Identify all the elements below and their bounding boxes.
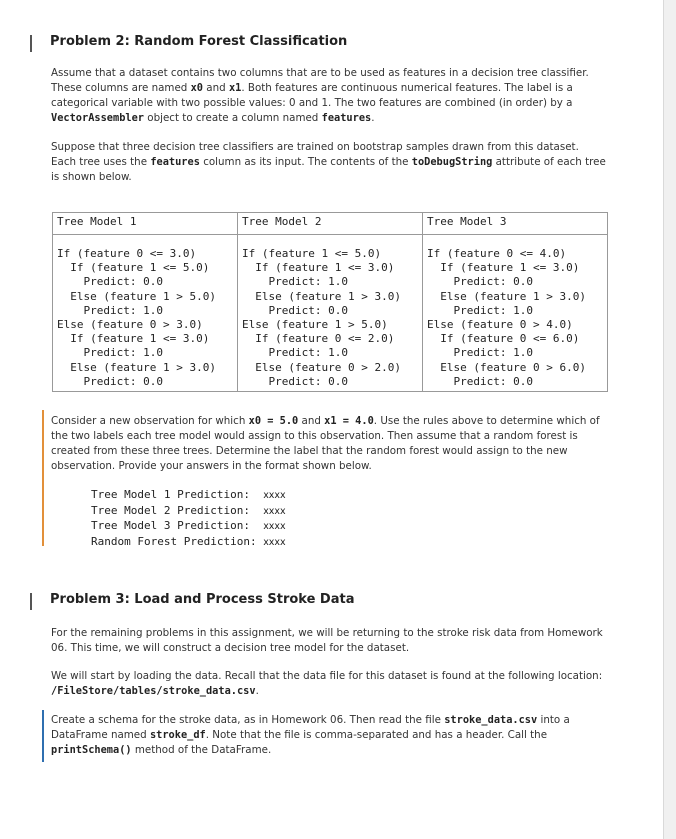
rule-line: If (feature 0 <= 6.0) <box>427 332 580 346</box>
text-run: column as its input. The contents of the <box>199 156 412 168</box>
answer-template <box>91 488 286 550</box>
rule-line: If (feature 1 <= 5.0) <box>242 247 382 260</box>
rule-line: Else (feature 0 > 4.0) <box>427 317 573 331</box>
problem3-heading <box>30 592 354 607</box>
heading-bar <box>30 593 32 610</box>
answer-value: xxxx <box>263 536 286 548</box>
text-run: . Both features are continuous numerical features. The label is a categorical variable with two possible values: 0 and 1. The two features are combined (in order) by a <box>51 82 573 109</box>
problem3-paragraph-1 <box>51 626 606 656</box>
tree-model-2-header: Tree Model 2 <box>238 213 423 235</box>
inline-code: stroke_df <box>149 729 206 741</box>
rule-line: Predict: 1.0 <box>427 346 533 360</box>
rule-line: Predict: 0.0 <box>57 275 163 289</box>
rule-line: If (feature 0 <= 3.0) <box>57 247 197 260</box>
answer-label: Tree Model 2 Prediction: <box>91 503 264 517</box>
rule-line: Else (feature 1 > 3.0) <box>427 289 586 303</box>
text-run: We will start by loading the data. Recall that the data file for this dataset is found at the following location: <box>51 670 603 682</box>
rule-line: Predict: 1.0 <box>242 275 348 289</box>
rule-line: If (feature 1 <= 3.0) <box>57 332 210 346</box>
answer-value: xxxx <box>263 505 286 517</box>
inline-code: toDebugString <box>411 156 493 168</box>
problem2-paragraph-2 <box>51 140 606 185</box>
rule-line: Else (feature 1 > 5.0) <box>242 317 388 331</box>
text-run: . Use the rules above to determine which of the two labels each tree model would assign to this observation. Then assume that a random forest is created from these three trees. Determine the label that the random forest would assign to the new observation. Provide your answers in the format shown below. <box>51 415 600 472</box>
scrollbar-track[interactable] <box>663 0 676 839</box>
rule-line: Else (feature 0 > 3.0) <box>57 317 203 331</box>
rule-line: Else (feature 0 > 6.0) <box>427 360 586 374</box>
tree-model-1-header: Tree Model 1 <box>53 213 238 235</box>
answer-label: Random Forest Prediction: <box>91 534 264 548</box>
problem2-paragraph-1 <box>51 66 606 126</box>
problem2-title: Problem 2: Random Forest Classification <box>50 34 348 49</box>
tree-models-table <box>52 212 608 392</box>
answer-row <box>91 535 286 551</box>
answer-label: Tree Model 3 Prediction: <box>91 519 264 532</box>
text-run: Suppose that three decision tree classifiers are trained on bootstrap samples drawn from this dataset. Each tree uses the <box>51 141 579 168</box>
problem2-paragraph-3 <box>51 414 606 474</box>
inline-code: x0 <box>190 82 204 94</box>
rule-line: If (feature 0 <= 4.0) <box>427 247 567 260</box>
inline-code: stroke_data.csv <box>444 714 538 726</box>
text-run: Assume that a dataset contains two columns that are to be used as features in a decision tree classifier. These columns are named <box>51 67 589 94</box>
rule-line: Predict: 1.0 <box>242 346 348 360</box>
answer-row <box>91 488 286 504</box>
inline-code: VectorAssembler <box>51 112 144 124</box>
inline-code: /FileStore/tables/stroke_data.csv <box>51 685 256 697</box>
answer-row <box>91 519 286 535</box>
rule-line: Predict: 0.0 <box>57 374 163 388</box>
rule-line: If (feature 0 <= 2.0) <box>242 332 395 346</box>
text-run: method of the DataFrame. <box>131 744 272 756</box>
heading-bar <box>30 35 32 52</box>
inline-code: x1 <box>228 82 242 94</box>
rule-line: Predict: 0.0 <box>427 275 533 289</box>
tree-model-3-rules <box>423 235 608 392</box>
answer-value: xxxx <box>263 521 286 532</box>
inline-code: x1 = 4.0 <box>324 415 374 427</box>
answer-value: xxxx <box>263 490 286 501</box>
rule-line: Else (feature 0 > 2.0) <box>242 360 401 374</box>
inline-code: printSchema() <box>51 744 132 756</box>
text-run: object to create a column named <box>144 112 322 124</box>
text-run: into a DataFrame named <box>51 714 570 741</box>
text-run: and <box>298 415 325 427</box>
task-cell-marker <box>42 710 44 762</box>
text-run: attribute of each tree is shown below. <box>51 156 606 183</box>
text-run: For the remaining problems in this assignment, we will be returning to the stroke risk data from Homework 06. This time, we will construct a decision tree model for the dataset. <box>51 627 603 654</box>
text-run: and <box>203 82 229 94</box>
answer-cell-marker <box>42 410 44 546</box>
inline-code: features <box>150 156 200 168</box>
rule-line: Predict: 1.0 <box>57 346 163 360</box>
problem2-heading <box>30 34 347 49</box>
text-run: Create a schema for the stroke data, as in Homework 06. Then read the file <box>51 714 445 726</box>
rule-line: If (feature 1 <= 3.0) <box>427 261 580 275</box>
answer-row <box>91 504 286 520</box>
tree-model-3-header: Tree Model 3 <box>423 213 608 235</box>
text-run: . <box>255 685 259 697</box>
rule-line: Else (feature 1 > 3.0) <box>242 289 401 303</box>
rule-line: If (feature 1 <= 5.0) <box>57 261 210 275</box>
inline-code: features <box>321 112 372 124</box>
text-run: . Note that the file is comma-separated and has a header. Call the <box>205 729 548 741</box>
rule-line: If (feature 1 <= 3.0) <box>242 261 395 275</box>
rule-line: Predict: 0.0 <box>427 374 533 388</box>
problem3-paragraph-2 <box>51 669 606 699</box>
problem3-title: Problem 3: Load and Process Stroke Data <box>50 592 355 607</box>
rule-line: Predict: 1.0 <box>57 303 163 317</box>
text-run: . <box>371 112 375 124</box>
rule-line: Else (feature 1 > 3.0) <box>57 360 216 374</box>
inline-code: x0 = 5.0 <box>248 415 299 427</box>
rule-line: Predict: 0.0 <box>242 303 348 317</box>
rule-line: Predict: 1.0 <box>427 303 533 317</box>
tree-model-2-rules <box>238 235 423 392</box>
text-run: Consider a new observation for which <box>51 415 249 427</box>
problem3-paragraph-3 <box>51 713 606 758</box>
answer-label: Tree Model 1 Prediction: <box>91 488 264 501</box>
rule-line: Else (feature 1 > 5.0) <box>57 289 216 303</box>
rule-line: Predict: 0.0 <box>242 374 348 388</box>
tree-model-1-rules <box>53 235 238 392</box>
